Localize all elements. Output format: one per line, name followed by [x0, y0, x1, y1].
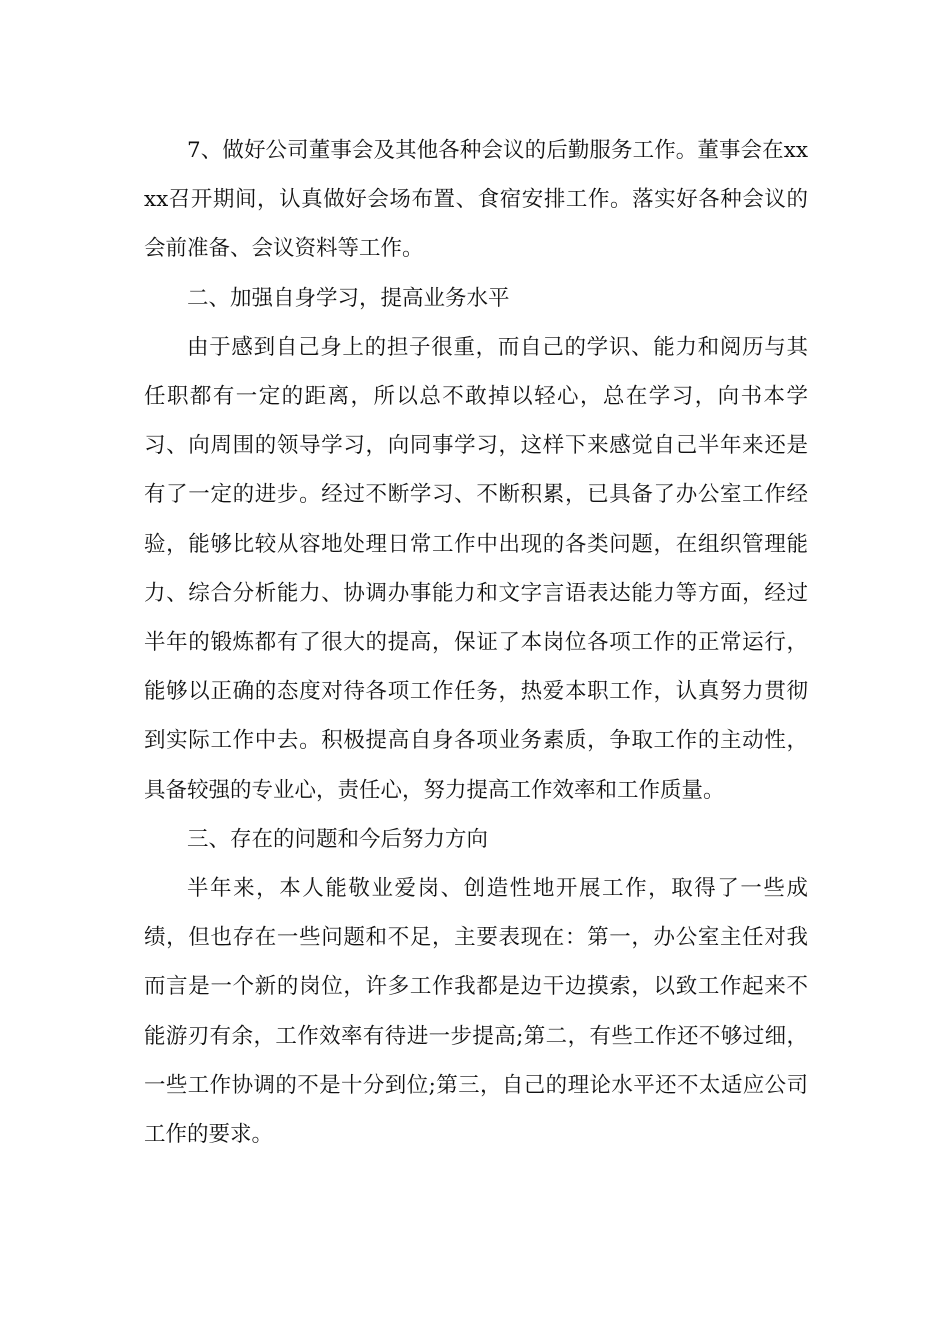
- document-page: [144, 126, 808, 1159]
- section-heading-problems: 三、存在的问题和今后努力方向: [187, 826, 489, 852]
- paragraph-item-7-meetings: 7、做好公司董事会及其他各种会议的后勤服务工作。董事会在xxxx召开期间，认真做好会场布置、食宿安排工作。落实好各种会议的会前准备、会议资料等工作。: [144, 138, 808, 262]
- section-heading-self-study: 二、加强自身学习，提高业务水平: [187, 285, 510, 311]
- paragraph-problems: 半年来，本人能敬业爱岗、创造性地开展工作，取得了一些成绩，但也存在一些问题和不足，主要表现在：第一，办公室主任对我而言是一个新的岗位，许多工作我都是边干边摸索，以致工作起来不能游刃有余，工作效率有待进一步提高;第二，有些工作还不够过细，一些工作协调的不是十分到位;第三，自己的理论水平还不太适应公司工作的要求。: [144, 876, 808, 1148]
- paragraph-self-study: 由于感到自己身上的担子很重，而自己的学识、能力和阅历与其任职都有一定的距离，所以总不敢掉以轻心，总在学习，向书本学习、向周围的领导学习，向同事学习，这样下来感觉自己半年来还是有了一定的进步。经过不断学习、不断积累，已具备了办公室工作经验，能够比较从容地处理日常工作中出现的各类问题，在组织管理能力、综合分析能力、协调办事能力和文字言语表达能力等方面，经过半年的锻炼都有了很大的提高，保证了本岗位各项工作的正常运行，能够以正确的态度对待各项工作任务，热爱本职工作，认真努力贯彻到实际工作中去。积极提高自身各项业务素质，争取工作的主动性，具备较强的专业心，责任心，努力提高工作效率和工作质量。: [144, 334, 808, 803]
